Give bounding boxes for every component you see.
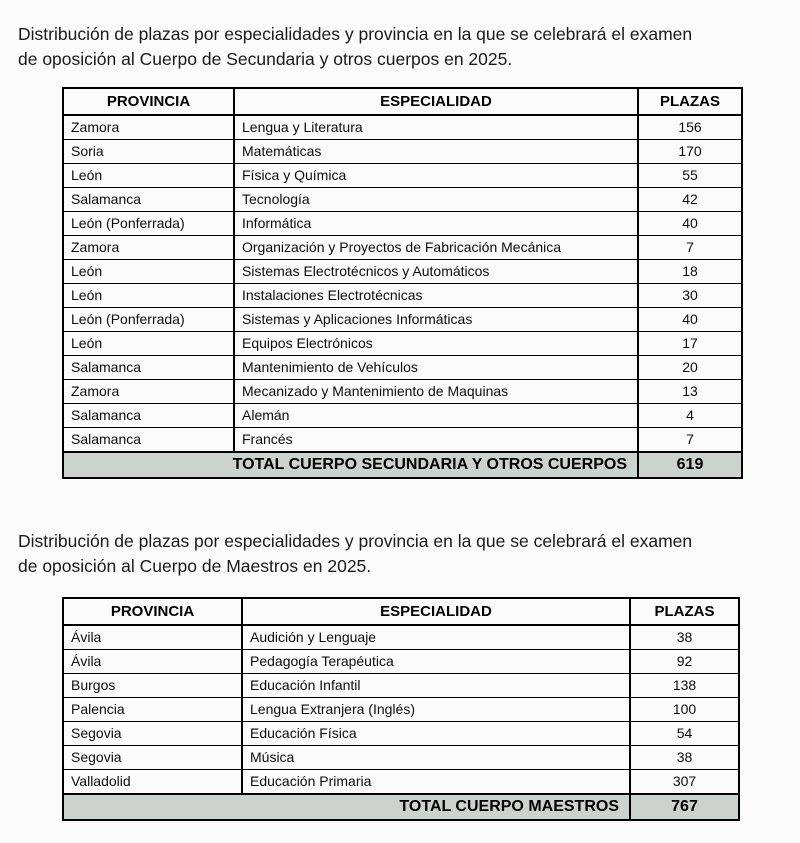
cell-provincia: Salamanca	[63, 428, 234, 453]
column-header-especialidad: ESPECIALIDAD	[234, 88, 638, 115]
table-row	[63, 260, 742, 284]
column-header-provincia: PROVINCIA	[63, 88, 234, 115]
cell-provincia: Salamanca	[63, 356, 234, 380]
table-row	[63, 356, 742, 380]
cell-provincia: León	[63, 332, 234, 356]
cell-especialidad: Francés	[234, 428, 638, 453]
column-header-provincia: PROVINCIA	[63, 598, 242, 625]
cell-provincia: Soria	[63, 140, 234, 164]
cell-plazas: 307	[630, 770, 739, 795]
cell-provincia: Ávila	[63, 625, 242, 650]
table-row	[63, 332, 742, 356]
cell-especialidad: Organización y Proyectos de Fabricación Mecánica	[234, 236, 638, 260]
cell-provincia: Segovia	[63, 722, 242, 746]
cell-plazas: 18	[638, 260, 742, 284]
total-row-maestros	[63, 794, 739, 820]
table-row	[63, 212, 742, 236]
cell-plazas: 42	[638, 188, 742, 212]
cell-plazas: 40	[638, 212, 742, 236]
cell-especialidad: Física y Química	[234, 164, 638, 188]
cell-provincia: Ávila	[63, 650, 242, 674]
table-row	[63, 625, 739, 650]
column-header-especialidad: ESPECIALIDAD	[242, 598, 630, 625]
cell-especialidad: Pedagogía Terapéutica	[242, 650, 630, 674]
table-row	[63, 115, 742, 140]
cell-especialidad: Equipos Electrónicos	[234, 332, 638, 356]
cell-provincia: Zamora	[63, 380, 234, 404]
total-value: 619	[638, 452, 742, 478]
cell-plazas: 38	[630, 746, 739, 770]
cell-provincia: León	[63, 164, 234, 188]
table-row	[63, 284, 742, 308]
table-row	[63, 380, 742, 404]
total-label: TOTAL CUERPO SECUNDARIA Y OTROS CUERPOS	[63, 452, 638, 478]
cell-provincia: León	[63, 260, 234, 284]
cell-especialidad: Tecnología	[234, 188, 638, 212]
table-row	[63, 188, 742, 212]
cell-provincia: León (Ponferrada)	[63, 212, 234, 236]
title-line: Distribución de plazas por especialidades y provincia en la que se celebrará el examen	[18, 531, 693, 551]
cell-plazas: 17	[638, 332, 742, 356]
section-title-secundaria	[18, 0, 800, 72]
cell-especialidad: Mecanizado y Mantenimiento de Maquinas	[234, 380, 638, 404]
table-row	[63, 164, 742, 188]
cell-provincia: Burgos	[63, 674, 242, 698]
cell-plazas: 92	[630, 650, 739, 674]
cell-plazas: 100	[630, 698, 739, 722]
total-label: TOTAL CUERPO MAESTROS	[63, 794, 630, 820]
title-line: de oposición al Cuerpo de Secundaria y otros cuerpos en 2025.	[18, 49, 513, 69]
cell-plazas: 38	[630, 625, 739, 650]
maestros-table	[62, 597, 740, 821]
table-row	[63, 650, 739, 674]
table-header-row	[63, 598, 739, 625]
table-row	[63, 404, 742, 428]
cell-plazas: 30	[638, 284, 742, 308]
title-line: de oposición al Cuerpo de Maestros en 2025.	[18, 556, 372, 576]
cell-especialidad: Audición y Lenguaje	[242, 625, 630, 650]
cell-plazas: 40	[638, 308, 742, 332]
title-line: Distribución de plazas por especialidades y provincia en la que se celebrará el examen	[18, 24, 693, 44]
cell-especialidad: Música	[242, 746, 630, 770]
column-header-plazas: PLAZAS	[638, 88, 742, 115]
cell-provincia: Valladolid	[63, 770, 242, 795]
cell-provincia: Segovia	[63, 746, 242, 770]
cell-especialidad: Educación Física	[242, 722, 630, 746]
cell-plazas: 7	[638, 428, 742, 453]
cell-plazas: 156	[638, 115, 742, 140]
cell-plazas: 4	[638, 404, 742, 428]
table-row	[63, 308, 742, 332]
cell-especialidad: Sistemas y Aplicaciones Informáticas	[234, 308, 638, 332]
cell-plazas: 138	[630, 674, 739, 698]
cell-especialidad: Educación Primaria	[242, 770, 630, 795]
cell-especialidad: Matemáticas	[234, 140, 638, 164]
table-row	[63, 140, 742, 164]
cell-provincia: Salamanca	[63, 404, 234, 428]
cell-especialidad: Sistemas Electrotécnicos y Automáticos	[234, 260, 638, 284]
cell-plazas: 55	[638, 164, 742, 188]
cell-provincia: León (Ponferrada)	[63, 308, 234, 332]
column-header-plazas: PLAZAS	[630, 598, 739, 625]
table-row	[63, 746, 739, 770]
cell-especialidad: Lengua y Literatura	[234, 115, 638, 140]
cell-plazas: 20	[638, 356, 742, 380]
table-header-row	[63, 88, 742, 115]
cell-provincia: Zamora	[63, 236, 234, 260]
cell-especialidad: Lengua Extranjera (Inglés)	[242, 698, 630, 722]
table-row	[63, 674, 739, 698]
table-row	[63, 698, 739, 722]
cell-especialidad: Mantenimiento de Vehículos	[234, 356, 638, 380]
table-row	[63, 428, 742, 453]
secundaria-table	[62, 87, 743, 479]
cell-plazas: 54	[630, 722, 739, 746]
total-row-secundaria	[63, 452, 742, 478]
section-title-maestros	[18, 529, 800, 579]
cell-provincia: Palencia	[63, 698, 242, 722]
cell-plazas: 7	[638, 236, 742, 260]
cell-provincia: Salamanca	[63, 188, 234, 212]
section-maestros	[0, 529, 800, 821]
cell-plazas: 13	[638, 380, 742, 404]
cell-especialidad: Instalaciones Electrotécnicas	[234, 284, 638, 308]
table-row	[63, 770, 739, 795]
table-row	[63, 722, 739, 746]
cell-plazas: 170	[638, 140, 742, 164]
cell-especialidad: Educación Infantil	[242, 674, 630, 698]
cell-provincia: Zamora	[63, 115, 234, 140]
cell-especialidad: Informática	[234, 212, 638, 236]
cell-especialidad: Alemán	[234, 404, 638, 428]
cell-provincia: León	[63, 284, 234, 308]
total-value: 767	[630, 794, 739, 820]
table-row	[63, 236, 742, 260]
